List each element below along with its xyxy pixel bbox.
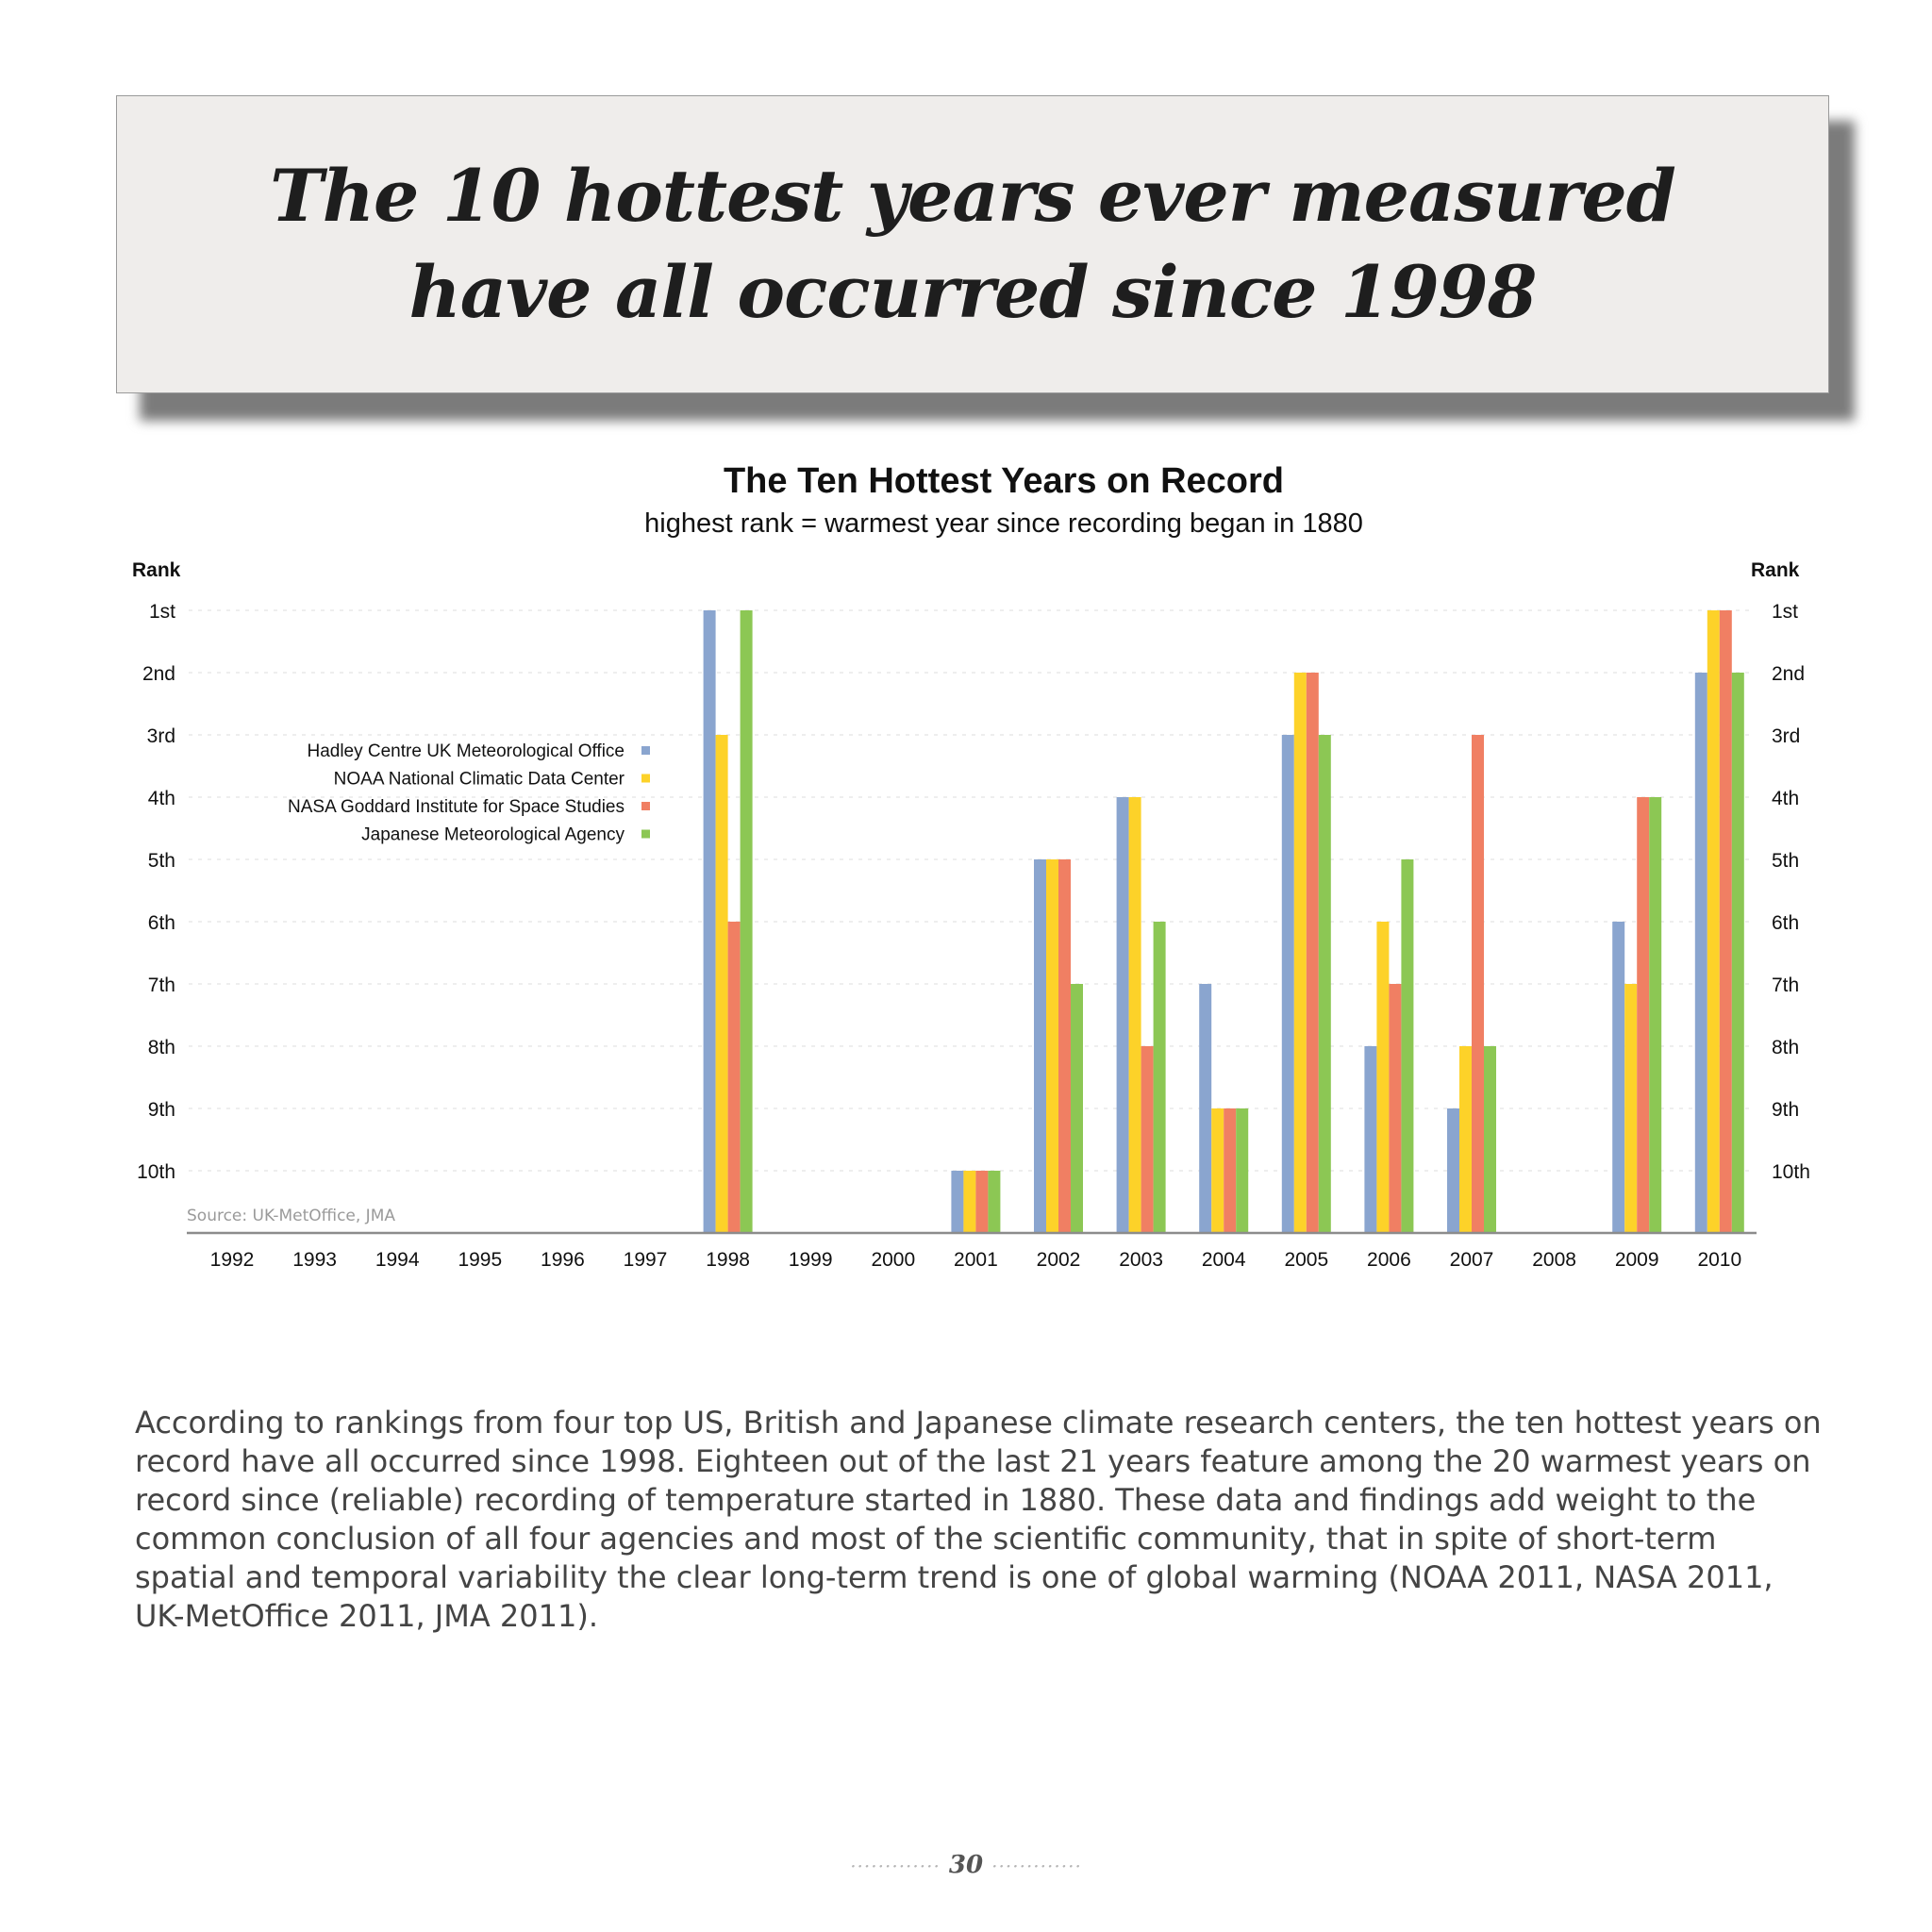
x-tick-1998: 1998 bbox=[706, 1249, 750, 1271]
bar-2009-series-1 bbox=[1612, 922, 1624, 1233]
x-tick-2003: 2003 bbox=[1119, 1249, 1163, 1271]
y-tick-left-4: 4th bbox=[147, 788, 175, 809]
bar-1998-series-1 bbox=[704, 610, 716, 1233]
y-axis-label-left: Rank bbox=[132, 559, 181, 581]
legend-label-2: NOAA National Climatic Data Center bbox=[333, 769, 625, 790]
y-tick-left-9: 9th bbox=[147, 1099, 175, 1121]
banner-title-line-1: The 10 hottest years ever measured bbox=[270, 154, 1675, 238]
bar-2009-series-2 bbox=[1624, 984, 1637, 1233]
legend bbox=[288, 741, 650, 845]
y-tick-right-1: 1st bbox=[1772, 601, 1799, 623]
bar-2001-series-1 bbox=[951, 1171, 963, 1233]
y-tick-labels bbox=[137, 601, 1810, 1183]
x-tick-labels bbox=[210, 1249, 1742, 1271]
chart-subtitle: highest rank = warmest year since recording began in 1880 bbox=[644, 508, 1363, 539]
bar-2002-series-4 bbox=[1071, 984, 1083, 1233]
legend-label-4: Japanese Meteorological Agency bbox=[361, 824, 625, 845]
bar-2004-series-4 bbox=[1236, 1108, 1248, 1233]
y-tick-left-3: 3rd bbox=[146, 725, 175, 747]
y-tick-right-5: 5th bbox=[1772, 850, 1800, 872]
x-tick-2004: 2004 bbox=[1201, 1249, 1246, 1271]
banner-title-line-2: have all occurred since 1998 bbox=[408, 250, 1537, 334]
bar-2009-series-3 bbox=[1637, 797, 1649, 1233]
x-tick-2009: 2009 bbox=[1614, 1249, 1659, 1271]
bar-2002-series-2 bbox=[1046, 859, 1058, 1233]
bar-2004-series-1 bbox=[1199, 984, 1211, 1233]
bar-2010-series-1 bbox=[1695, 673, 1707, 1233]
x-tick-2002: 2002 bbox=[1036, 1249, 1081, 1271]
bar-2003-series-3 bbox=[1141, 1046, 1154, 1233]
bar-2001-series-3 bbox=[975, 1171, 988, 1233]
bar-2006-series-4 bbox=[1401, 859, 1413, 1233]
legend-swatch-2 bbox=[641, 774, 650, 783]
x-tick-2008: 2008 bbox=[1532, 1249, 1576, 1271]
y-tick-right-8: 8th bbox=[1772, 1037, 1800, 1058]
y-tick-right-2: 2nd bbox=[1772, 663, 1806, 685]
legend-swatch-1 bbox=[641, 746, 650, 755]
y-tick-right-9: 9th bbox=[1772, 1099, 1800, 1121]
y-tick-left-10: 10th bbox=[137, 1161, 175, 1183]
bar-2003-series-4 bbox=[1154, 922, 1166, 1233]
page-number-dots-right: ············· bbox=[991, 1855, 1082, 1877]
bar-2005-series-4 bbox=[1319, 735, 1331, 1233]
chart-title: The Ten Hottest Years on Record bbox=[723, 461, 1285, 501]
bar-2010-series-4 bbox=[1732, 673, 1744, 1233]
bar-2001-series-2 bbox=[963, 1171, 975, 1233]
bar-2005-series-3 bbox=[1307, 673, 1319, 1233]
bar-2007-series-2 bbox=[1459, 1046, 1472, 1233]
bar-2009-series-4 bbox=[1649, 797, 1661, 1233]
y-tick-left-8: 8th bbox=[147, 1037, 175, 1058]
x-tick-2010: 2010 bbox=[1697, 1249, 1742, 1271]
bar-2006-series-3 bbox=[1389, 984, 1401, 1233]
page-number-value: 30 bbox=[948, 1851, 984, 1879]
bar-2002-series-1 bbox=[1034, 859, 1046, 1233]
page-number bbox=[0, 1851, 1932, 1879]
bar-1998-series-2 bbox=[716, 735, 728, 1233]
y-tick-right-4: 4th bbox=[1772, 788, 1800, 809]
hottest-years-chart bbox=[0, 453, 1932, 1283]
y-tick-right-7: 7th bbox=[1772, 974, 1800, 996]
legend-swatch-4 bbox=[641, 830, 650, 839]
y-tick-right-3: 3rd bbox=[1772, 725, 1801, 747]
y-axis-label-right: Rank bbox=[1751, 559, 1800, 581]
bar-2003-series-2 bbox=[1129, 797, 1141, 1233]
legend-label-1: Hadley Centre UK Meteorological Office bbox=[307, 741, 625, 761]
x-tick-1994: 1994 bbox=[375, 1249, 420, 1271]
bar-2002-series-3 bbox=[1058, 859, 1071, 1233]
grid-lines bbox=[189, 610, 1755, 1171]
bar-2005-series-2 bbox=[1294, 673, 1307, 1233]
bar-2006-series-2 bbox=[1376, 922, 1389, 1233]
body-paragraph: According to rankings from four top US, British and Japanese climate research centers, the ten hottest years on record have all occurred since 1998. Eighteen out of the last 21 years feature among the 20 warmest years on record since (reliable) recording of temperature started in 1880. These data and findings add weight to the common conclusion of all four agencies and most of the scientific community, that in spite of short-term spatial and temporal variability the clear long-term trend is one of global warming (NOAA 2011, NASA 2011, UK-MetOffice 2011, JMA 2011). bbox=[135, 1405, 1822, 1634]
bar-2010-series-2 bbox=[1707, 610, 1720, 1233]
bar-2007-series-3 bbox=[1472, 735, 1484, 1233]
bar-1998-series-4 bbox=[741, 610, 753, 1233]
x-tick-2005: 2005 bbox=[1284, 1249, 1329, 1271]
y-tick-left-7: 7th bbox=[147, 974, 175, 996]
bar-2004-series-2 bbox=[1211, 1108, 1224, 1233]
x-tick-1997: 1997 bbox=[623, 1249, 668, 1271]
title-banner bbox=[116, 95, 1829, 393]
y-tick-left-5: 5th bbox=[147, 850, 175, 872]
page-number-dots-left: ············· bbox=[850, 1855, 941, 1877]
y-tick-left-1: 1st bbox=[148, 601, 175, 623]
x-tick-2001: 2001 bbox=[954, 1249, 998, 1271]
bar-2007-series-1 bbox=[1447, 1108, 1459, 1233]
bar-2006-series-1 bbox=[1364, 1046, 1376, 1233]
x-tick-2000: 2000 bbox=[871, 1249, 916, 1271]
bar-2004-series-3 bbox=[1224, 1108, 1236, 1233]
bar-2007-series-4 bbox=[1484, 1046, 1496, 1233]
x-tick-1995: 1995 bbox=[458, 1249, 503, 1271]
bar-2005-series-1 bbox=[1282, 735, 1294, 1233]
legend-label-3: NASA Goddard Institute for Space Studies bbox=[288, 797, 625, 817]
bar-1998-series-3 bbox=[728, 922, 741, 1233]
y-tick-left-2: 2nd bbox=[142, 663, 175, 685]
y-tick-right-6: 6th bbox=[1772, 912, 1800, 934]
y-tick-left-6: 6th bbox=[147, 912, 175, 934]
x-tick-1993: 1993 bbox=[292, 1249, 337, 1271]
x-tick-1996: 1996 bbox=[541, 1249, 585, 1271]
x-tick-2007: 2007 bbox=[1449, 1249, 1494, 1271]
bar-2010-series-3 bbox=[1720, 610, 1732, 1233]
x-tick-2006: 2006 bbox=[1367, 1249, 1411, 1271]
y-tick-right-10: 10th bbox=[1772, 1161, 1810, 1183]
bar-2003-series-1 bbox=[1117, 797, 1129, 1233]
source-note: Source: UK-MetOffice, JMA bbox=[187, 1207, 395, 1225]
x-tick-1992: 1992 bbox=[209, 1249, 255, 1271]
x-tick-1999: 1999 bbox=[788, 1249, 833, 1271]
bar-2001-series-4 bbox=[988, 1171, 1000, 1233]
legend-swatch-3 bbox=[641, 802, 650, 810]
